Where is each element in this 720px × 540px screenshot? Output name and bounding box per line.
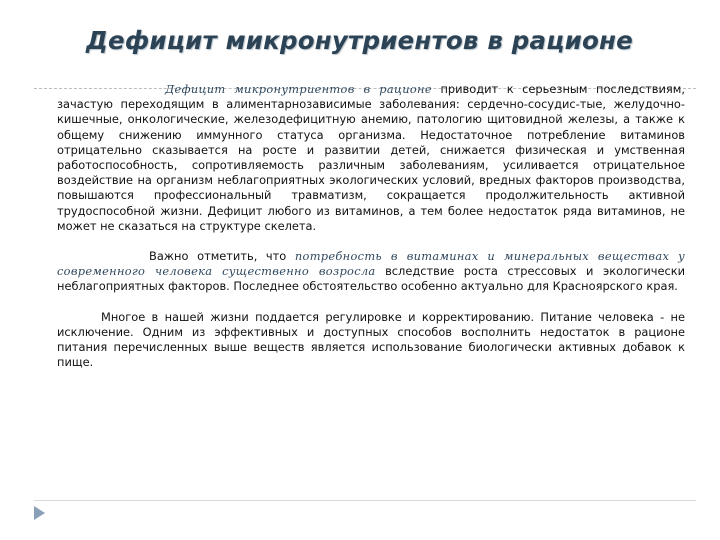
footer-divider [34,500,696,501]
paragraph-deficit-consequences [57,82,685,234]
paragraph-increased-need [57,249,685,295]
slide-title: Дефицит микронутриентов в рационе [86,26,633,55]
italic-emphasis: потребность в витаминах и минеральных веществах у современного человека существенно возросла [57,249,686,279]
paragraph-text: Многое в нашей жизни поддается регулировке и корректированию. Питание человека - не исключение. Одним из эффективных и доступных способов восполнить недостаток в рационе питания перечисленных выше веществ является использование биологически активных добавок к пище. [57,309,685,370]
triangle-arrow-icon[interactable] [34,506,45,520]
lead-italic-phrase: Дефицит микронутриентов в рационе [165,82,432,96]
slide-body [57,82,685,370]
paragraph-text-after: вследствие роста стрессовых и экологически неблагоприятных факторов. Последнее обстоятельство особенно актуально для Красноярского края. [57,264,686,294]
paragraph-text-before: Важно отметить, что [149,249,295,264]
paragraph-supplements [57,310,685,371]
paragraph-text: приводит к серьезным последствиям, зачастую переходящим в алиментарнозависимые заболевания: сердечно-сосудис-тые, желудочно-кишечные, онкологические, железодефицитную анемию, патологию щитовидной железы, а также к общему снижению иммунного статуса организма. Недостаточное потребление витаминов отрицательно сказывается на росте и развитии детей, снижается физическая и умственная работоспособность, сопротивляемость различным заболеваниям, усиливается отрицательное воздействие на организм неблагоприятных экологических условий, вредных факторов производства, повышаются профессиональный травматизм, сокращается продолжительность активной трудоспособной жизни. Дефицит любого из витаминов, а тем более недостаток ряда витаминов, не может не сказаться на структуре скелета. [57,82,685,233]
